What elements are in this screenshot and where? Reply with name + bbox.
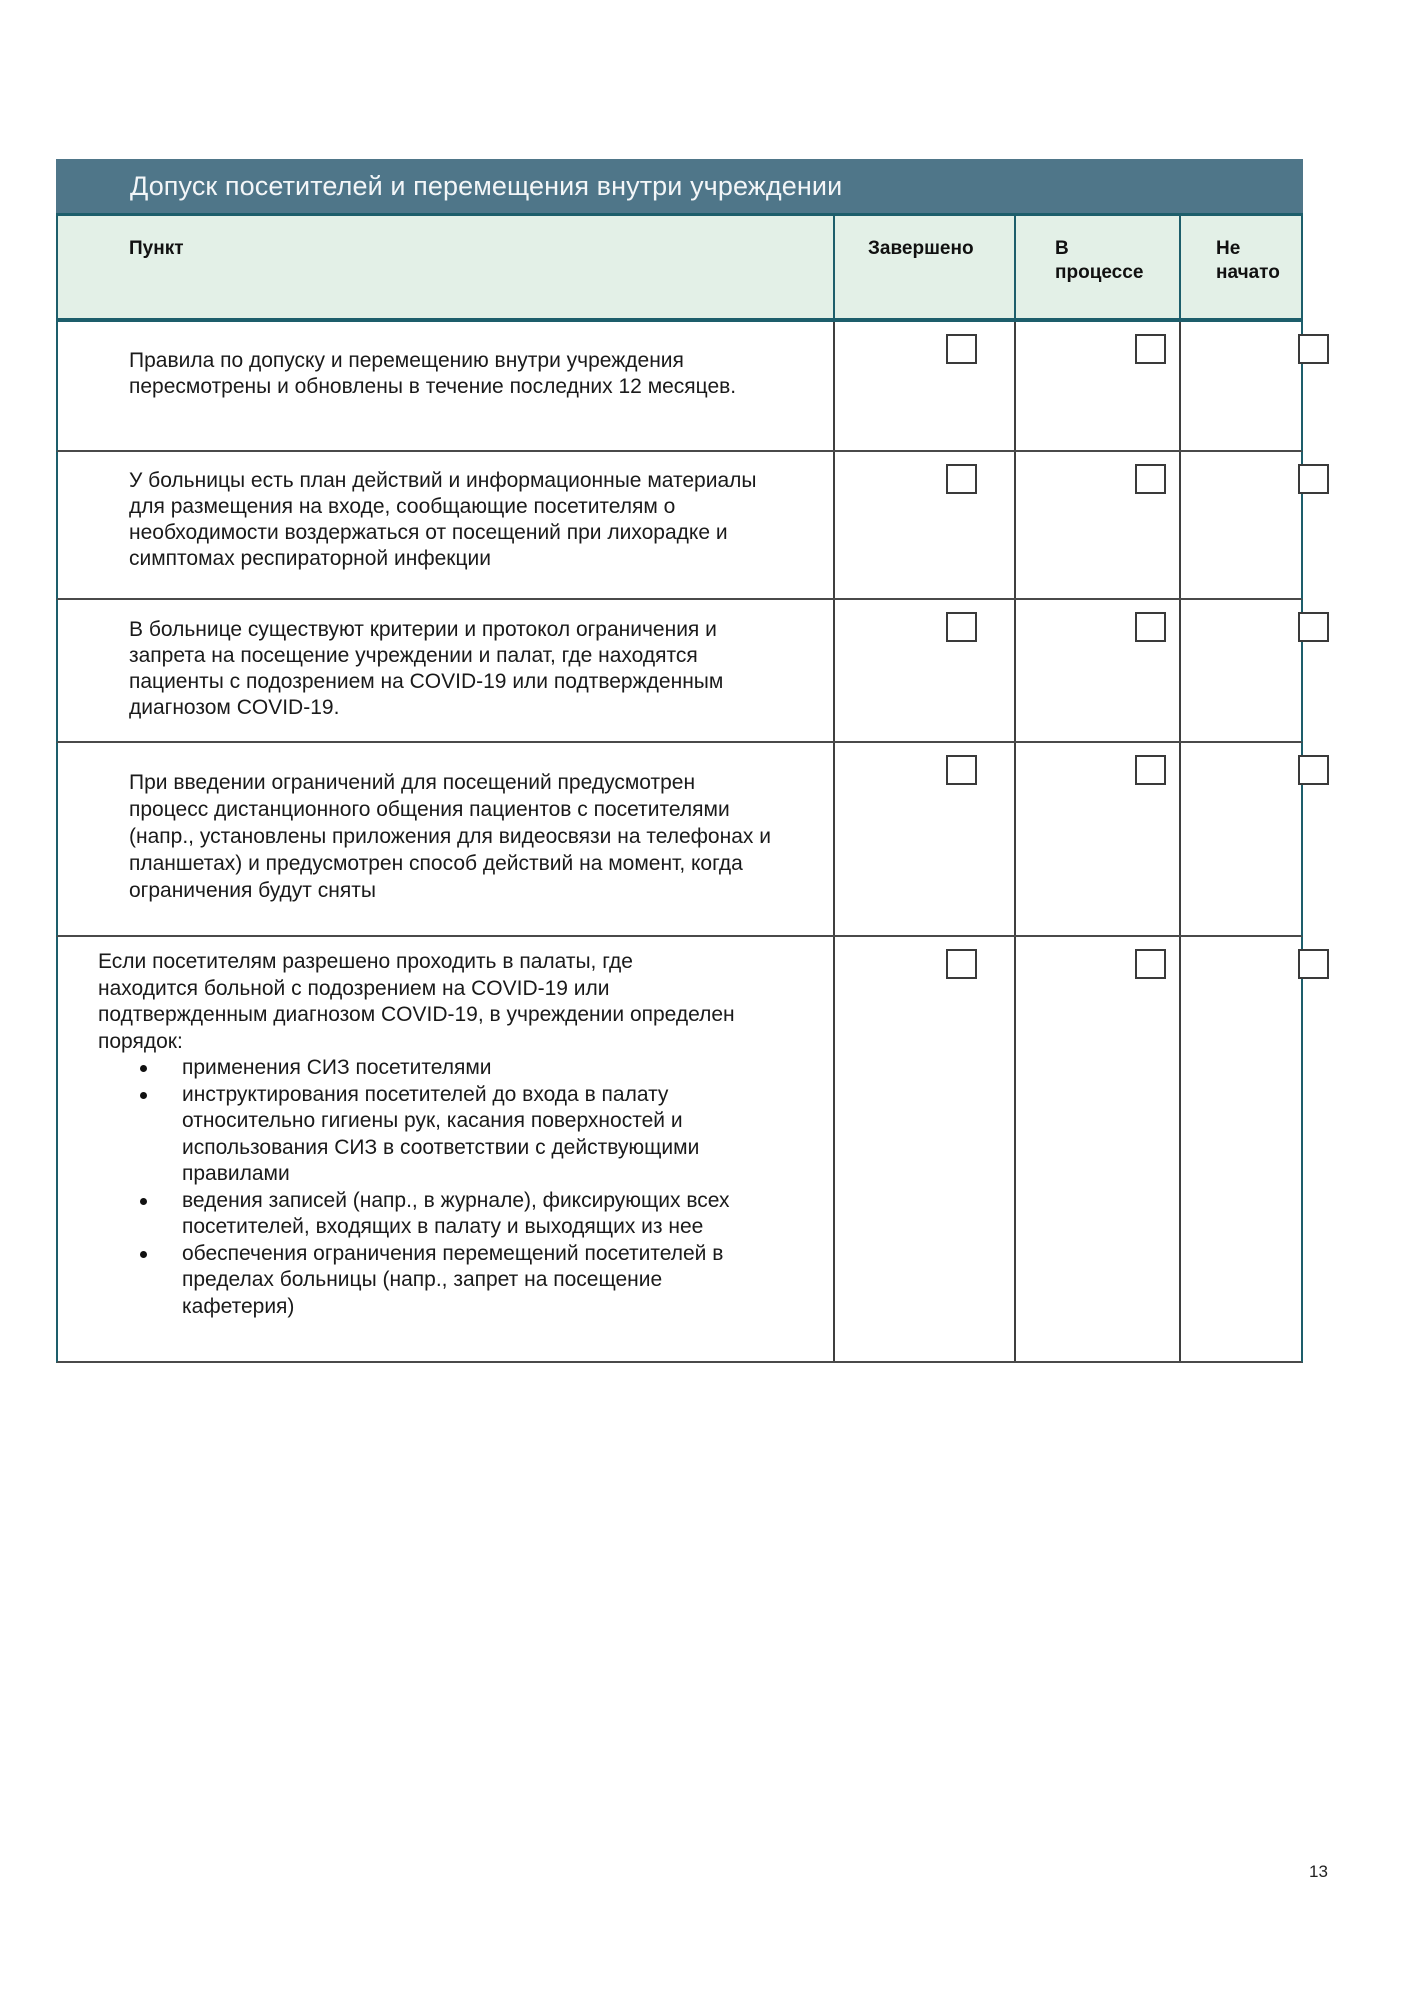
done-cell: [833, 600, 1014, 741]
column-header-not-started-line2: начато: [1216, 262, 1280, 283]
column-header-not-started-label: [1216, 237, 1280, 285]
bullet-icon: [140, 1198, 147, 1205]
bullet-icon: [140, 1065, 147, 1072]
in-progress-checkbox[interactable]: [1135, 755, 1166, 785]
item-text: В больнице существуют критерии и протокол ограничения и запрета на посещение учреждении и палат, где находятся пациенты с подозрением на COVID-19 или подтвержденным диагнозом COVID-19.: [129, 618, 724, 719]
bullet-item: [98, 1055, 738, 1082]
item-cell: [58, 452, 833, 598]
table-row: [56, 743, 1303, 937]
not-started-checkbox[interactable]: [1298, 464, 1329, 494]
table-row: [56, 322, 1303, 452]
table-row: [56, 452, 1303, 600]
done-checkbox[interactable]: [946, 612, 977, 642]
table-header-row: [56, 216, 1303, 322]
item-text: При введении ограничений для посещений предусмотрен процесс дистанционного общения пациентов с посетителями (напр., установлены приложения для видеосвязи на телефонах и планшетах) и предусмотрен способ действий на момент, когда ограничения будут сняты: [129, 771, 771, 902]
item-text: Правила по допуску и перемещению внутри учреждения пересмотрены и обновлены в течение последних 12 месяцев.: [129, 349, 737, 398]
not-started-cell: [1179, 452, 1303, 598]
done-checkbox[interactable]: [946, 755, 977, 785]
column-header-not-started-line1: Не: [1216, 238, 1241, 259]
not-started-checkbox[interactable]: [1298, 755, 1329, 785]
column-header-in-progress-line2: процессе: [1055, 262, 1144, 283]
in-progress-cell: [1014, 937, 1179, 1361]
bullet-icon: [140, 1092, 147, 1099]
done-checkbox[interactable]: [946, 464, 977, 494]
column-header-done-label: Завершено: [868, 238, 974, 259]
item-cell: [58, 937, 833, 1361]
in-progress-checkbox[interactable]: [1135, 334, 1166, 364]
item-bullet-list: [98, 1055, 738, 1320]
page-number: 13: [1309, 1862, 1328, 1881]
not-started-checkbox[interactable]: [1298, 612, 1329, 642]
bullet-icon: [140, 1251, 147, 1258]
item-cell: [58, 743, 833, 935]
bullet-text: обеспечения ограничения перемещений посетителей в пределах больницы (напр., запрет на посещение кафетерия): [182, 1241, 724, 1318]
item-cell: [58, 322, 833, 450]
column-header-item: [58, 216, 833, 318]
bullet-text: инструктирования посетителей до входа в палату относительно гигиены рук, касания поверхностей и использования СИЗ в соответствии с действующими правилами: [182, 1082, 700, 1185]
table-row: [56, 937, 1303, 1363]
column-header-item-label: Пункт: [129, 238, 184, 259]
done-cell: [833, 322, 1014, 450]
bullet-text: применения СИЗ посетителями: [182, 1056, 492, 1079]
in-progress-checkbox[interactable]: [1135, 949, 1166, 979]
not-started-checkbox[interactable]: [1298, 949, 1329, 979]
column-header-in-progress: [1014, 216, 1179, 318]
not-started-cell: [1179, 937, 1303, 1361]
item-text: У больницы есть план действий и информационные материалы для размещения на входе, сообщающие посетителям о необходимости воздержаться от посещений при лихорадке и симптомах респираторной инфекции: [129, 469, 757, 570]
bullet-text: ведения записей (напр., в журнале), фиксирующих всех посетителей, входящих в палату и выходящих из нее: [182, 1188, 730, 1238]
done-checkbox[interactable]: [946, 334, 977, 364]
in-progress-checkbox[interactable]: [1135, 612, 1166, 642]
item-text: Если посетителям разрешено проходить в палаты, где находится больной с подозрением на COVID-19 или подтвержденным диагнозом COVID-19, в учреждении определен порядок:: [98, 950, 735, 1053]
section-title: Допуск посетителей и перемещения внутри учреждении: [130, 171, 843, 201]
section-title-bar: [56, 159, 1303, 216]
bullet-item: [98, 1188, 738, 1241]
item-content: [98, 949, 738, 1320]
not-started-cell: [1179, 322, 1303, 450]
done-cell: [833, 743, 1014, 935]
column-header-in-progress-line1: В: [1055, 238, 1069, 259]
done-cell: [833, 937, 1014, 1361]
column-header-done: [833, 216, 1014, 318]
in-progress-checkbox[interactable]: [1135, 464, 1166, 494]
in-progress-cell: [1014, 743, 1179, 935]
bullet-item: [98, 1082, 738, 1188]
in-progress-cell: [1014, 600, 1179, 741]
done-cell: [833, 452, 1014, 598]
item-cell: [58, 600, 833, 741]
bullet-item: [98, 1241, 738, 1321]
column-header-not-started: [1179, 216, 1303, 318]
not-started-cell: [1179, 600, 1303, 741]
table-row: [56, 600, 1303, 743]
not-started-cell: [1179, 743, 1303, 935]
not-started-checkbox[interactable]: [1298, 334, 1329, 364]
column-header-in-progress-label: [1055, 237, 1143, 285]
in-progress-cell: [1014, 452, 1179, 598]
done-checkbox[interactable]: [946, 949, 977, 979]
in-progress-cell: [1014, 322, 1179, 450]
